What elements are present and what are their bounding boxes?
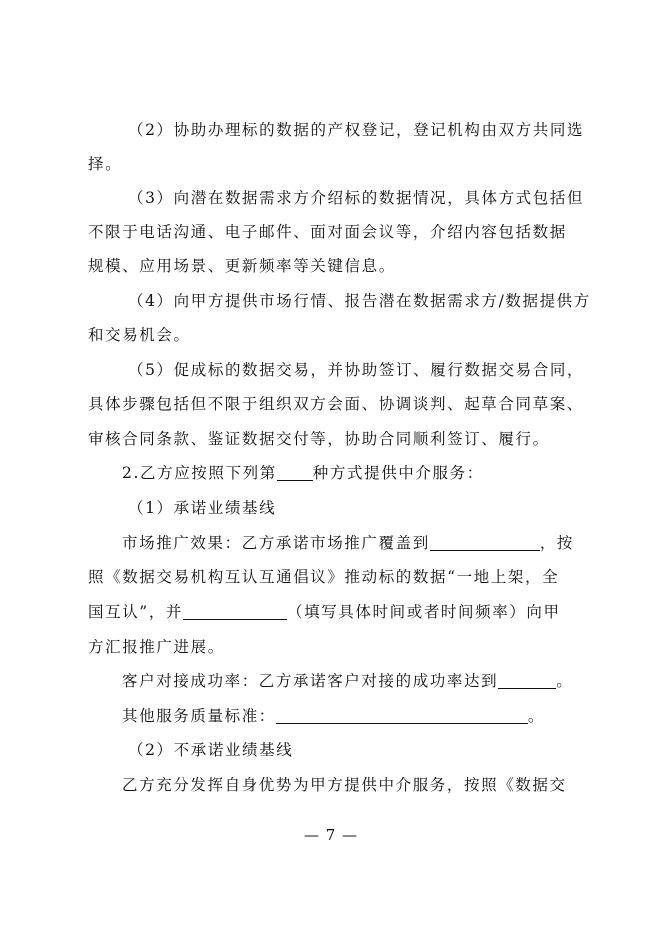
- market-coverage-blank[interactable]: [430, 534, 540, 551]
- clause-2: [122, 462, 484, 484]
- option-1-title: （1）承诺业绩基线: [128, 499, 277, 517]
- para-4-line-2: 和交易机会。: [88, 326, 191, 344]
- para-2-line-1: （2）协助办理标的数据的产权登记，登记机构由双方共同选: [128, 121, 585, 139]
- market-line-3-before: 国互认”，并: [88, 603, 184, 621]
- para-3-line-2: 不限于电话沟通、电子邮件、面对面会议等，介绍内容包括数据: [88, 223, 567, 241]
- page-number: — 7 —: [303, 826, 359, 844]
- para-4-line-1: （4）向甲方提供市场行情、报告潜在数据需求方/数据提供方: [128, 292, 591, 310]
- option-2-line-1: 乙方充分发挥自身优势为甲方提供中介服务，按照《数据交: [122, 776, 567, 794]
- market-line-1: [122, 532, 574, 554]
- clause-2-blank[interactable]: [277, 464, 313, 481]
- market-line-3: [88, 601, 561, 623]
- market-line-3-after: （填写具体时间或者时间频率）向甲: [287, 603, 561, 621]
- report-frequency-blank[interactable]: [183, 603, 287, 620]
- client-success-line: [122, 670, 573, 692]
- market-line-2: 照《数据交易机构互认互通倡议》推动标的数据“一地上架，全: [88, 568, 560, 586]
- other-standards-blank[interactable]: [276, 707, 528, 724]
- market-text-after: ，按: [539, 534, 575, 552]
- para-5-line-2: 具体步骤包括但不限于组织双方会面、协调谈判、起草合同草案、: [88, 395, 584, 413]
- market-line-4: 方汇报推广进展。: [88, 638, 225, 656]
- para-5-line-1: （5）促成标的数据交易，并协助签订、履行数据交易合同，: [128, 361, 585, 379]
- option-2-title: （2）不承诺业绩基线: [128, 741, 294, 759]
- other-standards-line: [122, 705, 545, 727]
- market-text-before: 市场推广效果：乙方承诺市场推广覆盖到: [122, 534, 430, 552]
- success-rate-blank[interactable]: [498, 672, 556, 689]
- para-3-line-3: 规模、应用场景、更新频率等关键信息。: [88, 257, 396, 275]
- para-2-line-2: 择。: [88, 155, 123, 173]
- other-text-after: 。: [527, 707, 546, 725]
- para-3-line-1: （3）向潜在数据需求方介绍标的数据情况，具体方式包括但: [128, 189, 585, 207]
- para-5-line-3: 审核合同条款、鉴证数据交付等，协助合同顺利签订、履行。: [88, 430, 550, 448]
- clause-2-text-after: 种方式提供中介服务：: [312, 464, 484, 482]
- clause-2-text-before: 2.乙方应按照下列第: [122, 464, 277, 482]
- client-text-after: 。: [556, 672, 574, 690]
- other-text-before: 其他服务质量标准：: [122, 707, 276, 725]
- client-text-before: 客户对接成功率：乙方承诺客户对接的成功率达到: [122, 672, 499, 690]
